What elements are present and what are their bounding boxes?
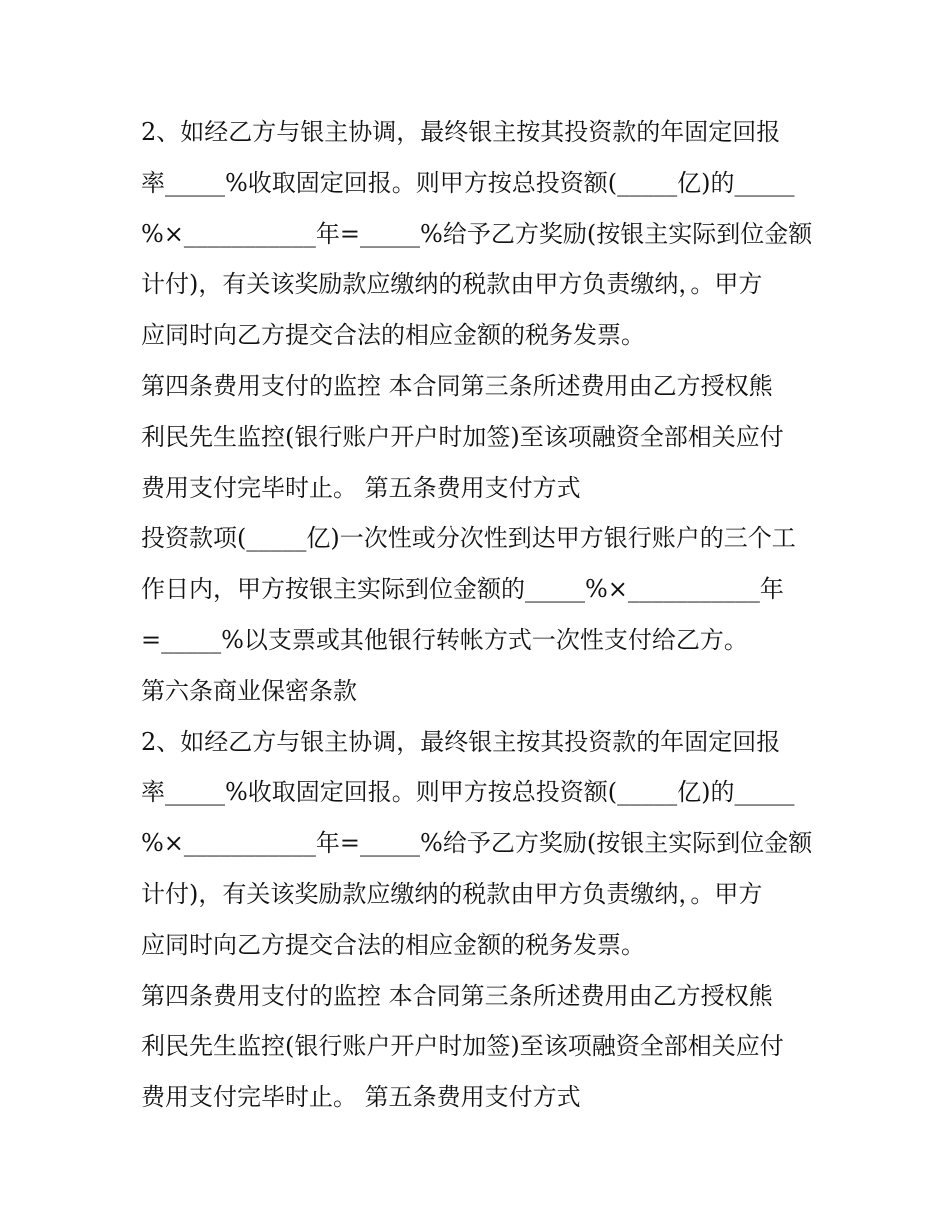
text-line: 应同时向乙方提交合法的相应金额的税务发票。 [141, 321, 645, 350]
text-line: 率_____%收取固定回报。则甲方按总投资额(_____亿)的_____ [141, 168, 795, 197]
text-line: 第四条费用支付的监控 本合同第三条所述费用由乙方授权熊 [141, 371, 773, 400]
text-line: 2、如经乙方与银主协调，最终银主按其投资款的年固定回报 [141, 118, 781, 146]
text-line: 第四条费用支付的监控 本合同第三条所述费用由乙方授权熊 [141, 981, 773, 1010]
text-line: =_____%以支票或其他银行转帐方式一次性支付给乙方。 [141, 625, 748, 654]
text-line: 利民先生监控(银行账户开户时加签)至该项融资全部相关应付 [141, 422, 784, 451]
text-line: 计付)，有关该奖励款应缴纳的税款由甲方负责缴纳，。甲方 [141, 879, 763, 908]
text-line: 投资款项(_____亿)一次性或分次性到达甲方银行账户的三个工 [141, 524, 796, 553]
text-line: 利民先生监控(银行账户开户时加签)至该项融资全部相关应付 [141, 1032, 784, 1061]
text-line: 2、如经乙方与银主协调，最终银主按其投资款的年固定回报 [141, 727, 781, 756]
text-line: 计付)，有关该奖励款应缴纳的税款由甲方负责缴纳，。甲方 [141, 270, 763, 299]
text-line: 费用支付完毕时止。 第五条费用支付方式 [141, 473, 581, 502]
text-line: %×___________年=_____%给予乙方奖励(按银主实际到位金额 [141, 829, 813, 858]
text-line: 第六条商业保密条款 [141, 676, 357, 705]
text-line: 率_____%收取固定回报。则甲方按总投资额(_____亿)的_____ [141, 778, 795, 807]
text-line: 作日内，甲方按银主实际到位金额的_____%×___________年 [141, 575, 784, 604]
document-body [141, 107, 821, 1123]
text-line: %×___________年=_____%给予乙方奖励(按银主实际到位金额 [141, 219, 813, 248]
text-line: 应同时向乙方提交合法的相应金额的税务发票。 [141, 930, 645, 959]
text-line: 费用支付完毕时止。 第五条费用支付方式 [141, 1083, 581, 1112]
